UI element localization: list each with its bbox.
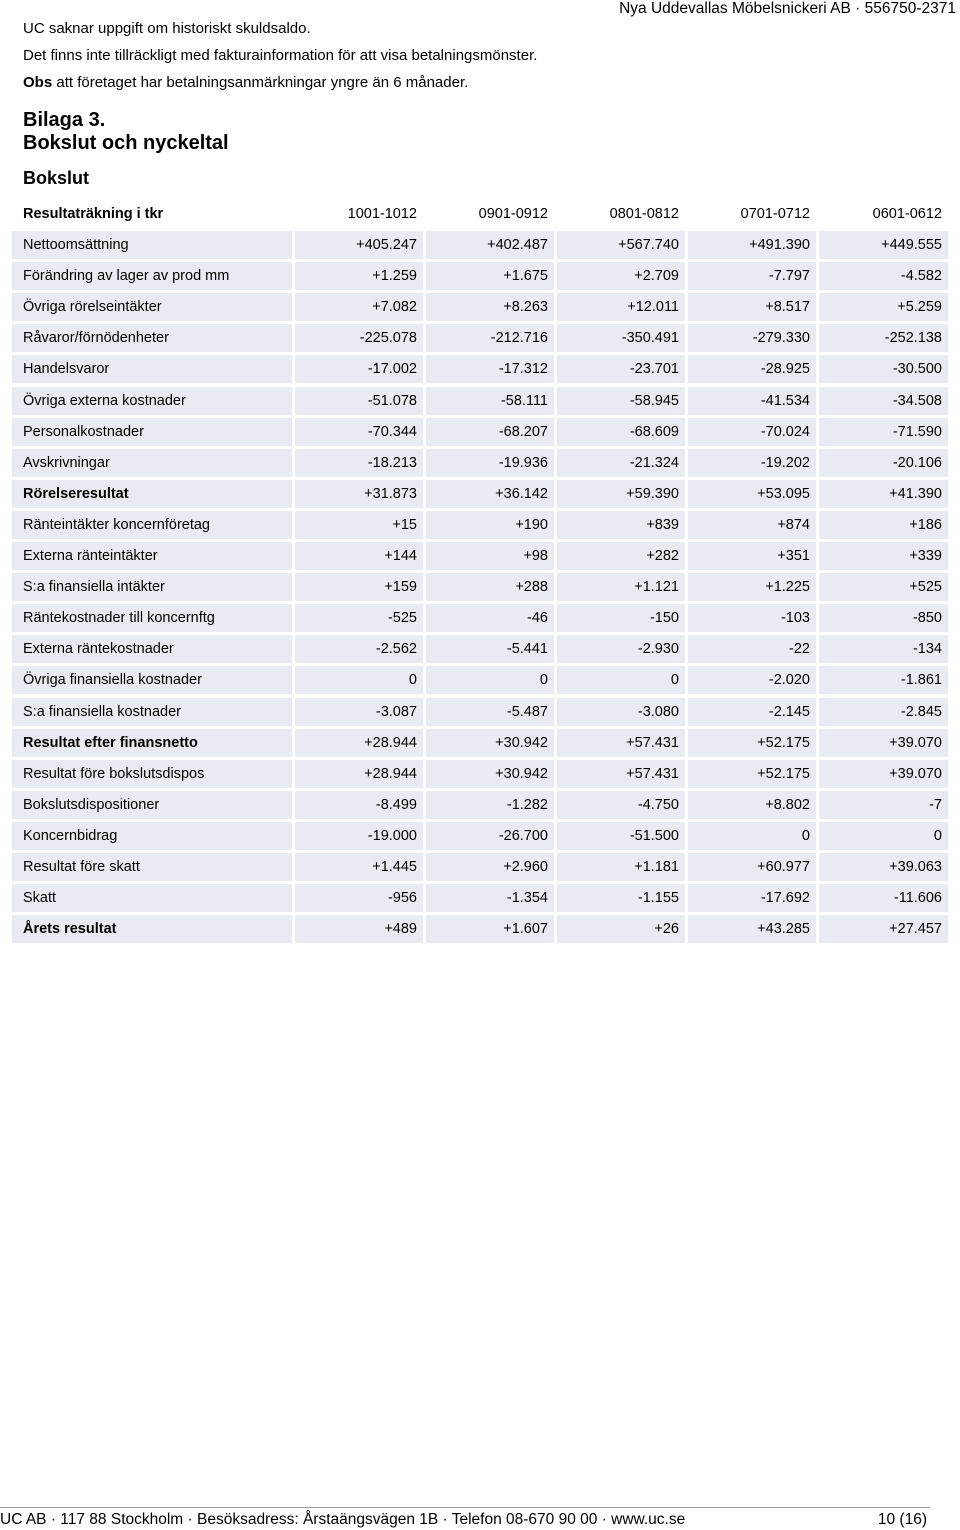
- row-value: +5.259: [819, 293, 948, 321]
- row-value: -70.344: [295, 418, 423, 446]
- row-value: +30.942: [426, 760, 554, 788]
- row-value: -1.354: [426, 884, 554, 912]
- table-body: [12, 229, 949, 944]
- row-value: +52.175: [688, 729, 816, 757]
- period-header: 0701-0712: [740, 205, 810, 222]
- notice-remarks-prefix: Obs: [23, 74, 53, 91]
- row-value: -2.930: [557, 635, 685, 663]
- row-value: -5.441: [426, 635, 554, 663]
- row-label: Förändring av lager av prod mm: [12, 262, 292, 290]
- row-value: +351: [688, 542, 816, 570]
- row-value: -17.312: [426, 355, 554, 383]
- table-row: [12, 696, 949, 727]
- row-label: Råvaror/förnödenheter: [12, 324, 292, 352]
- row-value: -956: [295, 884, 423, 912]
- row-value: +159: [295, 573, 423, 601]
- notice-remarks-text: att företaget har betalningsanmärkningar yngre än 6 månader.: [52, 74, 469, 91]
- row-value: +52.175: [688, 760, 816, 788]
- row-value: +2.709: [557, 262, 685, 290]
- row-value: +60.977: [688, 853, 816, 881]
- row-label: Resultat före bokslutsdispos: [12, 760, 292, 788]
- row-value: -17.692: [688, 884, 816, 912]
- row-label: Bokslutsdispositioner: [12, 791, 292, 819]
- row-label: Ränteintäkter koncernföretag: [12, 511, 292, 539]
- row-value: -2.845: [819, 698, 948, 726]
- row-value: +28.944: [295, 729, 423, 757]
- row-value: +30.942: [426, 729, 554, 757]
- row-label: Externa ränteintäkter: [12, 542, 292, 570]
- row-label: Personalkostnader: [12, 418, 292, 446]
- table-row: [12, 540, 949, 571]
- page-number: 10 (16): [877, 1511, 927, 1528]
- table-row: [12, 602, 949, 633]
- row-value: +41.390: [819, 480, 948, 508]
- row-value: +1.259: [295, 262, 423, 290]
- row-label: S:a finansiella kostnader: [12, 698, 292, 726]
- row-value: -2.020: [688, 666, 816, 694]
- row-value: -4.582: [819, 262, 948, 290]
- row-value: -28.925: [688, 355, 816, 383]
- row-value: +1.121: [557, 573, 685, 601]
- footer-contact: UC AB · 117 88 Stockholm · Besöksadress: Årstaängsvägen 1B · Telefon 08-670 90 00 · www.uc.se: [0, 1511, 686, 1528]
- row-value: -19.202: [688, 449, 816, 477]
- row-value: -58.111: [426, 387, 554, 415]
- row-value: -7.797: [688, 262, 816, 290]
- row-value: +186: [819, 511, 948, 539]
- row-value: -20.106: [819, 449, 948, 477]
- row-value: -21.324: [557, 449, 685, 477]
- section-heading: Bokslut: [23, 168, 90, 188]
- row-value: +190: [426, 511, 554, 539]
- row-label: Externa räntekostnader: [12, 635, 292, 663]
- table-row: [12, 882, 949, 913]
- row-value: +31.873: [295, 480, 423, 508]
- table-row: [12, 571, 949, 602]
- row-value: +57.431: [557, 760, 685, 788]
- table-row: [12, 913, 949, 944]
- table-row: [12, 260, 949, 291]
- row-value: +874: [688, 511, 816, 539]
- row-label: Resultat före skatt: [12, 853, 292, 881]
- row-value: +1.445: [295, 853, 423, 881]
- row-value: +1.675: [426, 262, 554, 290]
- row-value: -11.606: [819, 884, 948, 912]
- row-value: 0: [557, 666, 685, 694]
- row-value: +282: [557, 542, 685, 570]
- row-label: Årets resultat: [12, 915, 292, 943]
- row-value: +39.063: [819, 853, 948, 881]
- row-label: Övriga finansiella kostnader: [12, 666, 292, 694]
- table-row: [12, 447, 949, 478]
- row-value: +27.457: [819, 915, 948, 943]
- row-value: -58.945: [557, 387, 685, 415]
- row-value: +1.225: [688, 573, 816, 601]
- row-value: -17.002: [295, 355, 423, 383]
- row-value: -34.508: [819, 387, 948, 415]
- row-label: S:a finansiella intäkter: [12, 573, 292, 601]
- row-value: -3.080: [557, 698, 685, 726]
- table-row: [12, 758, 949, 789]
- row-label: Avskrivningar: [12, 449, 292, 477]
- row-value: -18.213: [295, 449, 423, 477]
- notice-remarks: [23, 74, 468, 91]
- row-value: +449.555: [819, 231, 948, 259]
- row-value: +288: [426, 573, 554, 601]
- row-value: -46: [426, 604, 554, 632]
- table-row: [12, 851, 949, 882]
- row-value: -252.138: [819, 324, 948, 352]
- row-value: +1.607: [426, 915, 554, 943]
- row-value: +28.944: [295, 760, 423, 788]
- row-value: +36.142: [426, 480, 554, 508]
- row-value: -134: [819, 635, 948, 663]
- table-header-row: [12, 198, 949, 229]
- period-header: 1001-1012: [347, 205, 417, 222]
- row-value: +8.263: [426, 293, 554, 321]
- period-header: 0901-0912: [478, 205, 548, 222]
- row-value: -350.491: [557, 324, 685, 352]
- table-row: [12, 633, 949, 664]
- row-value: +15: [295, 511, 423, 539]
- row-value: -30.500: [819, 355, 948, 383]
- row-value: -1.861: [819, 666, 948, 694]
- row-value: +339: [819, 542, 948, 570]
- row-value: -68.207: [426, 418, 554, 446]
- row-value: +8.802: [688, 791, 816, 819]
- table-row: [12, 416, 949, 447]
- row-value: -41.534: [688, 387, 816, 415]
- table-row: [12, 509, 949, 540]
- row-value: -225.078: [295, 324, 423, 352]
- income-statement-table: [12, 198, 949, 944]
- row-value: -850: [819, 604, 948, 632]
- row-value: +59.390: [557, 480, 685, 508]
- row-value: +525: [819, 573, 948, 601]
- period-header: 0601-0612: [872, 205, 942, 222]
- row-label: Övriga externa kostnader: [12, 387, 292, 415]
- row-label: Nettoomsättning: [12, 231, 292, 259]
- row-value: +43.285: [688, 915, 816, 943]
- row-value: +7.082: [295, 293, 423, 321]
- table-row: [12, 820, 949, 851]
- table-row: [12, 727, 949, 758]
- row-label: Resultat efter finansnetto: [12, 729, 292, 757]
- row-label: Skatt: [12, 884, 292, 912]
- footer-divider: [0, 1507, 930, 1508]
- row-value: +98: [426, 542, 554, 570]
- row-value: -22: [688, 635, 816, 663]
- table-row: [12, 664, 949, 695]
- row-value: -51.078: [295, 387, 423, 415]
- row-value: +8.517: [688, 293, 816, 321]
- row-value: -7: [819, 791, 948, 819]
- row-value: -279.330: [688, 324, 816, 352]
- appendix-heading: Bilaga 3.: [23, 109, 106, 131]
- row-label: Rörelseresultat: [12, 480, 292, 508]
- row-value: 0: [819, 822, 948, 850]
- notice-debt: UC saknar uppgift om historiskt skuldsaldo.: [23, 20, 311, 37]
- row-value: -103: [688, 604, 816, 632]
- row-value: -212.716: [426, 324, 554, 352]
- row-value: +144: [295, 542, 423, 570]
- row-value: -26.700: [426, 822, 554, 850]
- row-value: -8.499: [295, 791, 423, 819]
- table-row: [12, 385, 949, 416]
- row-value: -19.000: [295, 822, 423, 850]
- row-value: +489: [295, 915, 423, 943]
- row-value: +491.390: [688, 231, 816, 259]
- table-row: [12, 322, 949, 353]
- row-value: +2.960: [426, 853, 554, 881]
- row-value: -51.500: [557, 822, 685, 850]
- row-label: Räntekostnader till koncernftg: [12, 604, 292, 632]
- row-value: 0: [426, 666, 554, 694]
- row-value: -23.701: [557, 355, 685, 383]
- row-value: 0: [688, 822, 816, 850]
- row-value: +405.247: [295, 231, 423, 259]
- row-value: +26: [557, 915, 685, 943]
- row-value: +567.740: [557, 231, 685, 259]
- table-row: [12, 229, 949, 260]
- row-value: -3.087: [295, 698, 423, 726]
- table-header-label: Resultaträkning i tkr: [23, 205, 164, 222]
- table-row: [12, 291, 949, 322]
- row-value: 0: [295, 666, 423, 694]
- row-value: +39.070: [819, 760, 948, 788]
- row-value: +12.011: [557, 293, 685, 321]
- row-value: +1.181: [557, 853, 685, 881]
- row-value: -70.024: [688, 418, 816, 446]
- row-value: -5.487: [426, 698, 554, 726]
- row-value: +53.095: [688, 480, 816, 508]
- company-name: Nya Uddevallas Möbelsnickeri AB · 556750-2371: [619, 0, 956, 17]
- row-value: +839: [557, 511, 685, 539]
- row-value: +402.487: [426, 231, 554, 259]
- table-row: [12, 789, 949, 820]
- row-value: -71.590: [819, 418, 948, 446]
- table-row: [12, 478, 949, 509]
- row-label: Koncernbidrag: [12, 822, 292, 850]
- row-label: Övriga rörelseintäkter: [12, 293, 292, 321]
- page-title: Bokslut och nyckeltal: [23, 132, 229, 154]
- notice-payment-pattern: Det finns inte tillräckligt med fakturainformation för att visa betalningsmönster.: [23, 47, 538, 64]
- row-label: Handelsvaror: [12, 355, 292, 383]
- row-value: -68.609: [557, 418, 685, 446]
- row-value: -2.145: [688, 698, 816, 726]
- row-value: -1.155: [557, 884, 685, 912]
- row-value: -525: [295, 604, 423, 632]
- row-value: +57.431: [557, 729, 685, 757]
- table-row: [12, 353, 949, 384]
- row-value: -2.562: [295, 635, 423, 663]
- period-header: 0801-0812: [609, 205, 679, 222]
- row-value: -4.750: [557, 791, 685, 819]
- row-value: -19.936: [426, 449, 554, 477]
- row-value: -150: [557, 604, 685, 632]
- row-value: -1.282: [426, 791, 554, 819]
- row-value: +39.070: [819, 729, 948, 757]
